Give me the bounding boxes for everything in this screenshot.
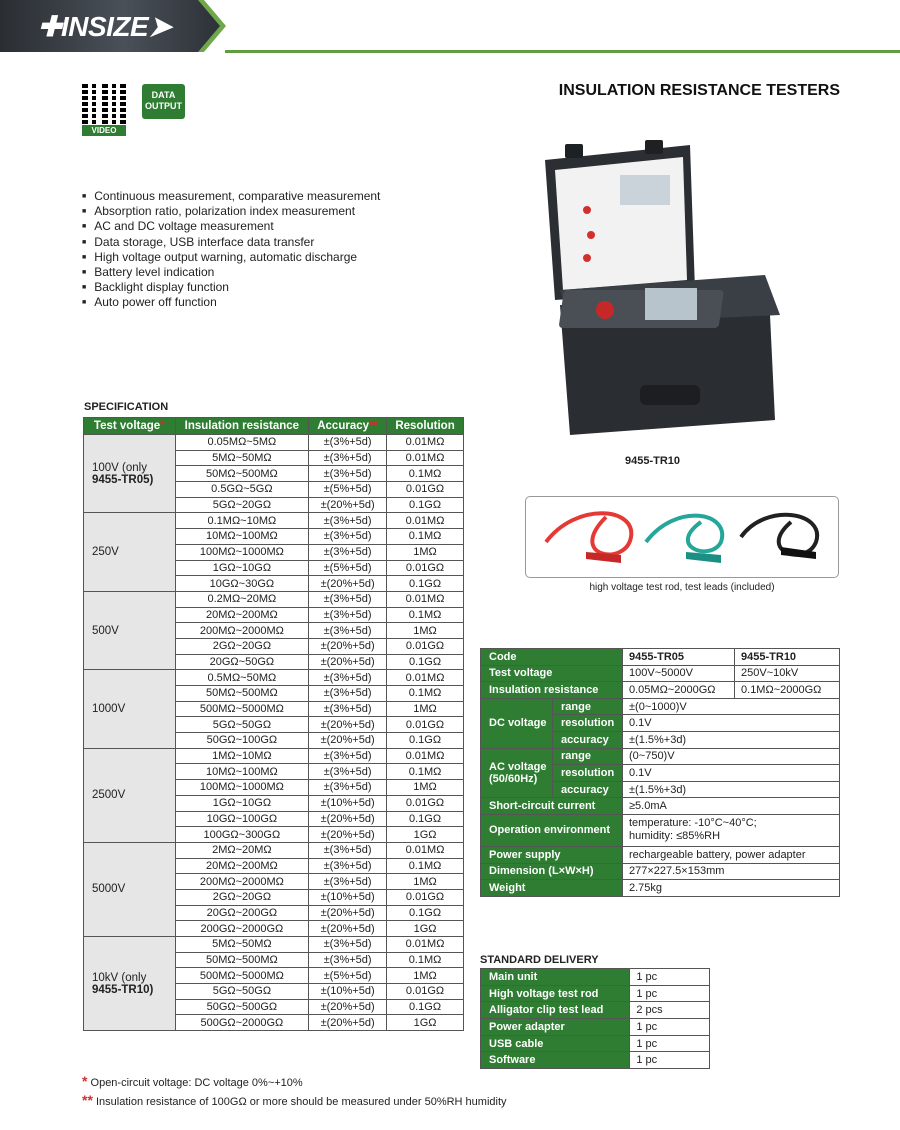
table-row bbox=[481, 985, 710, 1002]
accuracy-cell: ±(3%+5d) bbox=[309, 623, 387, 639]
resistance-cell: 2GΩ~20GΩ bbox=[175, 638, 309, 654]
resolution-cell: 0.01GΩ bbox=[387, 638, 464, 654]
resistance-cell: 200MΩ~2000MΩ bbox=[175, 874, 309, 890]
general-spec-table bbox=[480, 648, 840, 897]
resolution-cell: 0.01MΩ bbox=[387, 937, 464, 953]
resolution-cell: 0.01GΩ bbox=[387, 717, 464, 733]
resolution-cell: 1GΩ bbox=[387, 1015, 464, 1031]
resistance-cell: 5GΩ~20GΩ bbox=[175, 497, 309, 513]
resolution-cell: 0.1MΩ bbox=[387, 858, 464, 874]
dimension-label: Dimension (L×W×H) bbox=[481, 863, 623, 880]
test-voltage-cell: 250V bbox=[84, 513, 176, 591]
product-photo bbox=[525, 140, 790, 440]
resistance-cell: 20MΩ~200MΩ bbox=[175, 607, 309, 623]
resistance-cell: 1GΩ~10GΩ bbox=[175, 560, 309, 576]
ac-resolution-value: 0.1V bbox=[623, 765, 840, 782]
qr-icon bbox=[82, 84, 126, 124]
table-row bbox=[481, 1035, 710, 1052]
resistance-cell: 0.5MΩ~50MΩ bbox=[175, 670, 309, 686]
accuracy-cell: ±(10%+5d) bbox=[309, 795, 387, 811]
environment-label: Operation environment bbox=[481, 814, 623, 846]
resistance-cell: 20GΩ~200GΩ bbox=[175, 905, 309, 921]
table-row bbox=[84, 670, 464, 686]
delivery-qty: 1 pc bbox=[630, 1035, 710, 1052]
delivery-qty: 2 pcs bbox=[630, 1002, 710, 1019]
teal-clip bbox=[686, 552, 721, 563]
code-tr10: 9455-TR10 bbox=[735, 649, 840, 666]
dc-range-value: ±(0~1000)V bbox=[623, 698, 840, 715]
accuracy-cell: ±(3%+5d) bbox=[309, 607, 387, 623]
short-circuit-label: Short-circuit current bbox=[481, 798, 623, 815]
resistance-cell: 50GΩ~500GΩ bbox=[175, 999, 309, 1015]
resolution-cell: 0.1MΩ bbox=[387, 764, 464, 780]
dc-accuracy-value: ±(1.5%+3d) bbox=[623, 731, 840, 748]
accuracy-cell: ±(3%+5d) bbox=[309, 435, 387, 451]
dc-voltage-label: DC voltage bbox=[481, 698, 553, 748]
ac-accuracy-value: ±(1.5%+3d) bbox=[623, 781, 840, 798]
resolution-cell: 1GΩ bbox=[387, 827, 464, 843]
resistance-cell: 5MΩ~50MΩ bbox=[175, 450, 309, 466]
footnote-2: ** Insulation resistance of 100GΩ or more should be measured under 50%RH humidity bbox=[82, 1092, 507, 1108]
sheet-dot bbox=[587, 231, 595, 239]
accuracy-cell: ±(3%+5d) bbox=[309, 529, 387, 545]
resolution-cell: 0.1MΩ bbox=[387, 529, 464, 545]
resolution-cell: 0.01GΩ bbox=[387, 889, 464, 905]
resolution-cell: 0.01MΩ bbox=[387, 591, 464, 607]
dc-accuracy-label: accuracy bbox=[553, 731, 623, 748]
teal-lead bbox=[646, 516, 722, 552]
resistance-cell: 0.05MΩ~5MΩ bbox=[175, 435, 309, 451]
test-voltage-cell: 2500V bbox=[84, 748, 176, 842]
accuracy-cell: ±(3%+5d) bbox=[309, 858, 387, 874]
table-row bbox=[481, 1019, 710, 1036]
environment-value: temperature: -10°C~40°C; humidity: ≤85%RH bbox=[623, 814, 840, 846]
resistance-cell: 50GΩ~100GΩ bbox=[175, 733, 309, 749]
ac-voltage-label: AC voltage (50/60Hz) bbox=[481, 748, 553, 798]
delivery-heading: STANDARD DELIVERY bbox=[480, 954, 599, 966]
resistance-cell: 5MΩ~50MΩ bbox=[175, 937, 309, 953]
accuracy-cell: ±(20%+5d) bbox=[309, 497, 387, 513]
ac-resolution-label: resolution bbox=[553, 765, 623, 782]
spec-table bbox=[83, 417, 464, 1031]
accuracy-cell: ±(20%+5d) bbox=[309, 654, 387, 670]
resolution-cell: 0.1GΩ bbox=[387, 497, 464, 513]
resolution-cell: 0.1GΩ bbox=[387, 576, 464, 592]
test-voltage-cell: 500V bbox=[84, 591, 176, 669]
resistance-cell: 20GΩ~50GΩ bbox=[175, 654, 309, 670]
accuracy-cell: ±(3%+5d) bbox=[309, 513, 387, 529]
table-row bbox=[481, 1052, 710, 1069]
sheet-dot bbox=[583, 254, 591, 262]
col-accuracy: Accuracy** bbox=[309, 418, 387, 435]
test-voltage-label: Test voltage bbox=[481, 665, 623, 682]
test-leads-photo bbox=[525, 496, 839, 578]
accuracy-cell: ±(20%+5d) bbox=[309, 921, 387, 937]
resistance-cell: 0.2MΩ~20MΩ bbox=[175, 591, 309, 607]
resolution-cell: 0.1MΩ bbox=[387, 952, 464, 968]
accuracy-cell: ±(5%+5d) bbox=[309, 482, 387, 498]
accuracy-cell: ±(3%+5d) bbox=[309, 780, 387, 796]
feature-list bbox=[82, 190, 380, 312]
accuracy-cell: ±(3%+5d) bbox=[309, 686, 387, 702]
table-row bbox=[481, 969, 710, 986]
accuracy-cell: ±(3%+5d) bbox=[309, 952, 387, 968]
feature-item: ■ Backlight display function bbox=[82, 281, 380, 296]
header-banner bbox=[0, 0, 900, 52]
delivery-item: Software bbox=[481, 1052, 630, 1069]
table-row bbox=[84, 842, 464, 858]
accuracy-cell: ±(3%+5d) bbox=[309, 874, 387, 890]
dc-resolution-value: 0.1V bbox=[623, 715, 840, 732]
resolution-cell: 1MΩ bbox=[387, 623, 464, 639]
resolution-cell: 0.1MΩ bbox=[387, 607, 464, 623]
delivery-item: USB cable bbox=[481, 1035, 630, 1052]
accuracy-cell: ±(20%+5d) bbox=[309, 905, 387, 921]
feature-item: ■ Auto power off function bbox=[82, 296, 380, 311]
col-test-voltage: Test voltage* bbox=[84, 418, 176, 435]
power-supply-value: rechargeable battery, power adapter bbox=[623, 846, 840, 863]
delivery-item: Alligator clip test lead bbox=[481, 1002, 630, 1019]
test-voltage-cell: 10kV (only 9455-TR10) bbox=[84, 937, 176, 1031]
handle bbox=[640, 385, 700, 405]
insulation-tr05: 0.05MΩ~2000GΩ bbox=[623, 682, 735, 699]
feature-item: ■ Data storage, USB interface data transfer bbox=[82, 236, 380, 251]
resolution-cell: 0.1GΩ bbox=[387, 905, 464, 921]
insulation-label: Insulation resistance bbox=[481, 682, 623, 699]
resolution-cell: 1MΩ bbox=[387, 701, 464, 717]
table-row bbox=[84, 435, 464, 451]
resistance-cell: 100MΩ~1000MΩ bbox=[175, 780, 309, 796]
accuracy-cell: ±(3%+5d) bbox=[309, 450, 387, 466]
resistance-cell: 1MΩ~10MΩ bbox=[175, 748, 309, 764]
resolution-cell: 0.01GΩ bbox=[387, 984, 464, 1000]
resolution-cell: 0.1MΩ bbox=[387, 686, 464, 702]
dc-range-label: range bbox=[553, 698, 623, 715]
accuracy-cell: ±(3%+5d) bbox=[309, 544, 387, 560]
feature-item: ■ Battery level indication bbox=[82, 266, 380, 281]
resistance-cell: 50MΩ~500MΩ bbox=[175, 952, 309, 968]
resistance-cell: 500MΩ~5000MΩ bbox=[175, 968, 309, 984]
col-resolution: Resolution bbox=[387, 418, 464, 435]
brand-logo: ✚INSIZE➤ bbox=[38, 11, 172, 42]
accuracy-cell: ±(3%+5d) bbox=[309, 466, 387, 482]
resolution-cell: 0.01GΩ bbox=[387, 482, 464, 498]
power-knob bbox=[596, 301, 614, 319]
resolution-cell: 0.01MΩ bbox=[387, 842, 464, 858]
qr-label: VIDEO bbox=[82, 125, 126, 136]
test-voltage-tr10: 250V~10kV bbox=[735, 665, 840, 682]
resolution-cell: 0.01MΩ bbox=[387, 513, 464, 529]
resistance-cell: 10GΩ~30GΩ bbox=[175, 576, 309, 592]
resistance-cell: 100MΩ~1000MΩ bbox=[175, 544, 309, 560]
resistance-cell: 500MΩ~5000MΩ bbox=[175, 701, 309, 717]
table-row bbox=[481, 1002, 710, 1019]
resolution-cell: 0.01GΩ bbox=[387, 560, 464, 576]
table-row bbox=[84, 748, 464, 764]
resolution-cell: 0.1GΩ bbox=[387, 654, 464, 670]
resistance-cell: 5GΩ~50GΩ bbox=[175, 984, 309, 1000]
feature-item: ■ High voltage output warning, automatic discharge bbox=[82, 251, 380, 266]
accuracy-cell: ±(3%+5d) bbox=[309, 591, 387, 607]
accuracy-cell: ±(3%+5d) bbox=[309, 670, 387, 686]
test-voltage-cell: 5000V bbox=[84, 842, 176, 936]
resistance-cell: 50MΩ~500MΩ bbox=[175, 466, 309, 482]
feature-item: ■ AC and DC voltage measurement bbox=[82, 220, 380, 235]
resistance-cell: 200GΩ~2000GΩ bbox=[175, 921, 309, 937]
footnote-1: * Open-circuit voltage: DC voltage 0%~+10% bbox=[82, 1073, 303, 1089]
resistance-cell: 10GΩ~100GΩ bbox=[175, 811, 309, 827]
control-panel bbox=[559, 290, 724, 328]
resolution-cell: 0.1GΩ bbox=[387, 999, 464, 1015]
ac-range-value: (0~750)V bbox=[623, 748, 840, 765]
resistance-cell: 10MΩ~100MΩ bbox=[175, 529, 309, 545]
ac-range-label: range bbox=[553, 748, 623, 765]
resolution-cell: 0.1GΩ bbox=[387, 733, 464, 749]
resistance-cell: 200MΩ~2000MΩ bbox=[175, 623, 309, 639]
delivery-qty: 1 pc bbox=[630, 985, 710, 1002]
dc-resolution-label: resolution bbox=[553, 715, 623, 732]
accuracy-cell: ±(3%+5d) bbox=[309, 748, 387, 764]
weight-label: Weight bbox=[481, 880, 623, 897]
resolution-cell: 1MΩ bbox=[387, 544, 464, 560]
resistance-cell: 50MΩ~500MΩ bbox=[175, 686, 309, 702]
short-circuit-value: ≥5.0mA bbox=[623, 798, 840, 815]
resistance-cell: 2GΩ~20GΩ bbox=[175, 889, 309, 905]
accuracy-cell: ±(5%+5d) bbox=[309, 560, 387, 576]
resistance-cell: 20MΩ~200MΩ bbox=[175, 858, 309, 874]
resistance-cell: 2MΩ~20MΩ bbox=[175, 842, 309, 858]
resolution-cell: 0.01MΩ bbox=[387, 450, 464, 466]
accuracy-cell: ±(20%+5d) bbox=[309, 811, 387, 827]
code-label: Code bbox=[481, 649, 623, 666]
accuracy-cell: ±(5%+5d) bbox=[309, 968, 387, 984]
test-voltage-cell: 100V (only 9455-TR05) bbox=[84, 435, 176, 513]
video-qr-code[interactable] bbox=[82, 84, 126, 136]
table-row bbox=[84, 937, 464, 953]
power-supply-label: Power supply bbox=[481, 846, 623, 863]
lid-hinge-right bbox=[645, 140, 663, 154]
col-insulation-resistance: Insulation resistance bbox=[175, 418, 309, 435]
resistance-cell: 0.5GΩ~5GΩ bbox=[175, 482, 309, 498]
resistance-cell: 500GΩ~2000GΩ bbox=[175, 1015, 309, 1031]
insulation-tr10: 0.1MΩ~2000GΩ bbox=[735, 682, 840, 699]
delivery-item: Power adapter bbox=[481, 1019, 630, 1036]
resolution-cell: 1MΩ bbox=[387, 874, 464, 890]
ac-accuracy-label: accuracy bbox=[553, 781, 623, 798]
resistance-cell: 1GΩ~10GΩ bbox=[175, 795, 309, 811]
resolution-cell: 0.1MΩ bbox=[387, 466, 464, 482]
resolution-cell: 0.01GΩ bbox=[387, 795, 464, 811]
delivery-qty: 1 pc bbox=[630, 969, 710, 986]
leads-caption: high voltage test rod, test leads (included) bbox=[589, 582, 775, 593]
feature-item: ■ Absorption ratio, polarization index measurement bbox=[82, 205, 380, 220]
spec-heading: SPECIFICATION bbox=[84, 401, 169, 413]
lid-hinge-left bbox=[565, 144, 583, 158]
weight-value: 2.75kg bbox=[623, 880, 840, 897]
header-green-rule bbox=[225, 50, 900, 53]
product-caption: 9455-TR10 bbox=[625, 455, 681, 467]
delivery-qty: 1 pc bbox=[630, 1019, 710, 1036]
lcd-screen bbox=[645, 288, 697, 320]
page-title: INSULATION RESISTANCE TESTERS bbox=[558, 82, 840, 99]
accuracy-cell: ±(10%+5d) bbox=[309, 984, 387, 1000]
accuracy-cell: ±(20%+5d) bbox=[309, 576, 387, 592]
accuracy-cell: ±(10%+5d) bbox=[309, 889, 387, 905]
data-output-badge: DATA OUTPUT bbox=[142, 84, 185, 119]
delivery-table bbox=[480, 968, 710, 1069]
resistance-cell: 10MΩ~100MΩ bbox=[175, 764, 309, 780]
dimension-value: 277×227.5×153mm bbox=[623, 863, 840, 880]
red-lead bbox=[546, 513, 631, 554]
resistance-cell: 5GΩ~50GΩ bbox=[175, 717, 309, 733]
code-tr05: 9455-TR05 bbox=[623, 649, 735, 666]
delivery-item: High voltage test rod bbox=[481, 985, 630, 1002]
sheet-panel bbox=[620, 175, 670, 205]
delivery-qty: 1 pc bbox=[630, 1052, 710, 1069]
test-voltage-tr05: 100V~5000V bbox=[623, 665, 735, 682]
resolution-cell: 0.1GΩ bbox=[387, 811, 464, 827]
test-voltage-cell: 1000V bbox=[84, 670, 176, 748]
accuracy-cell: ±(20%+5d) bbox=[309, 1015, 387, 1031]
accuracy-cell: ±(20%+5d) bbox=[309, 733, 387, 749]
accuracy-cell: ±(20%+5d) bbox=[309, 827, 387, 843]
accuracy-cell: ±(3%+5d) bbox=[309, 764, 387, 780]
accuracy-cell: ±(20%+5d) bbox=[309, 999, 387, 1015]
accuracy-cell: ±(20%+5d) bbox=[309, 638, 387, 654]
accuracy-cell: ±(20%+5d) bbox=[309, 717, 387, 733]
black-lead bbox=[741, 515, 817, 555]
resolution-cell: 1MΩ bbox=[387, 968, 464, 984]
resolution-cell: 0.01MΩ bbox=[387, 670, 464, 686]
accuracy-cell: ±(3%+5d) bbox=[309, 937, 387, 953]
table-row bbox=[84, 591, 464, 607]
resolution-cell: 1MΩ bbox=[387, 780, 464, 796]
resistance-cell: 0.1MΩ~10MΩ bbox=[175, 513, 309, 529]
delivery-item: Main unit bbox=[481, 969, 630, 986]
resolution-cell: 0.01MΩ bbox=[387, 748, 464, 764]
resolution-cell: 0.01MΩ bbox=[387, 435, 464, 451]
accuracy-cell: ±(3%+5d) bbox=[309, 701, 387, 717]
table-row bbox=[84, 513, 464, 529]
resolution-cell: 1GΩ bbox=[387, 921, 464, 937]
sheet-dot bbox=[583, 206, 591, 214]
resistance-cell: 100GΩ~300GΩ bbox=[175, 827, 309, 843]
accuracy-cell: ±(3%+5d) bbox=[309, 842, 387, 858]
feature-item: ■ Continuous measurement, comparative measurement bbox=[82, 190, 380, 205]
